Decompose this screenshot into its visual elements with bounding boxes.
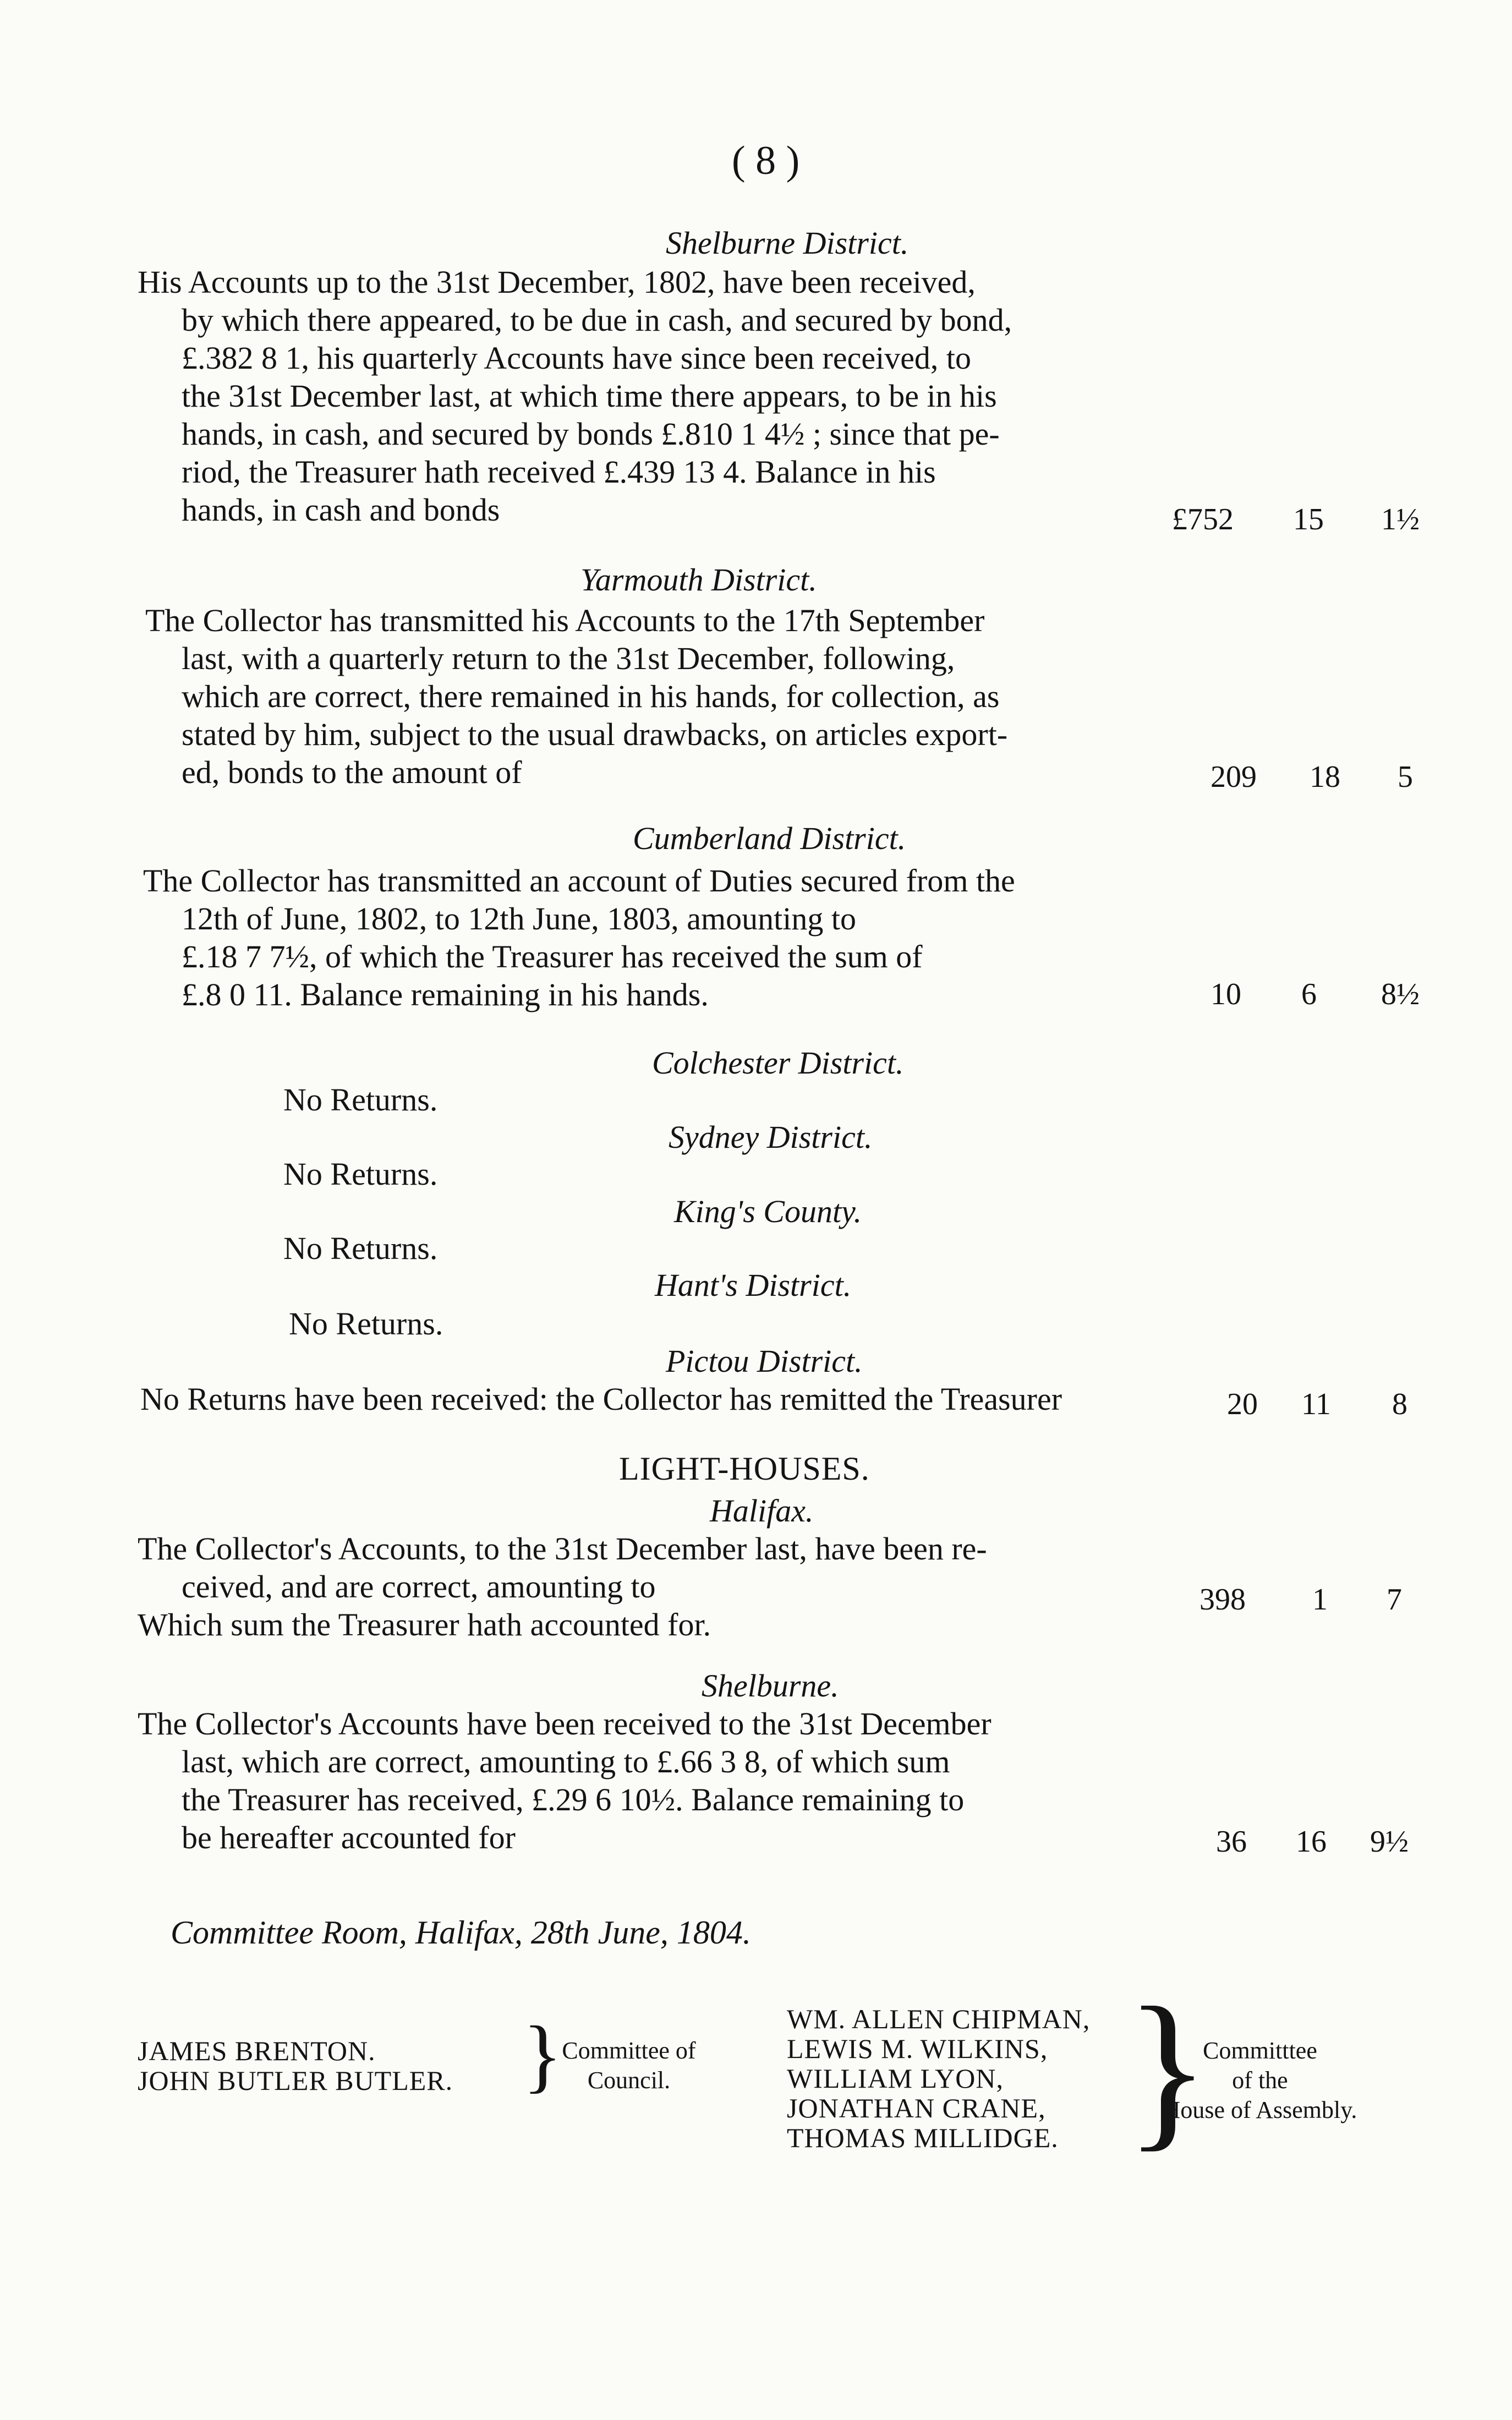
signatory-name: WILLIAM LYON, [787,2063,1004,2094]
shelburne-district-heading: Shelburne District. [666,225,909,261]
yarmouth-paragraph [138,601,1172,791]
hants-no-returns: No Returns. [289,1306,443,1342]
shelburne-lighthouse-heading: Shelburne. [702,1668,839,1704]
text-line: The Collector has transmitted an account of Duties secured from the [143,863,1015,899]
text-line: last, with a quarterly return to the 31st December, following, [182,640,955,676]
halifax-amount-shillings: 1 [1312,1583,1328,1617]
sydney-district-heading: Sydney District. [669,1119,873,1155]
label-line: Committee of [562,2037,696,2064]
signatory-name: LEWIS M. WILKINS, [787,2033,1048,2064]
text-line: ed, bonds to the amount of [182,754,522,790]
sydney-no-returns: No Returns. [283,1156,438,1192]
committee-dateline: Committee Room, Halifax, 28th June, 1804. [171,1914,751,1951]
text-line: The Collector's Accounts have been received to the 31st December [138,1706,991,1742]
pictou-district-heading: Pictou District. [666,1343,863,1379]
halifax-lighthouse-paragraph [138,1530,1172,1644]
text-line: £.382 8 1, his quarterly Accounts have since been received, to [182,340,972,376]
text-line: be hereafter accounted for [182,1820,516,1855]
text-line: riod, the Treasurer hath received £.439 13 4. Balance in his [182,454,936,490]
text-line: The Collector has transmitted his Accounts to the 17th September [145,603,985,638]
council-names [138,2036,453,2095]
label-line: House of Assembly. [1163,2096,1357,2123]
pictou-line: No Returns have been received: the Collector has remitted the Treasurer [140,1381,1062,1417]
label-line: Council. [587,2067,671,2094]
yarmouth-amount-shillings: 18 [1310,760,1340,794]
shelburne-amount-pounds: £752 [1172,502,1234,536]
shelburne-lighthouse-paragraph [138,1705,1172,1857]
kings-county-no-returns: No Returns. [283,1230,438,1266]
text-line: 12th of June, 1802, to 12th June, 1803, amounting to [182,901,856,937]
signatory-name: WM. ALLEN CHIPMAN, [787,2003,1091,2034]
shelburne-lighthouse-amount-pounds: 36 [1216,1825,1247,1859]
assembly-committee-label [1161,2036,1359,2125]
shelburne-amount-pence: 1½ [1381,502,1420,536]
signatory-name: THOMAS MILLIDGE. [787,2122,1059,2153]
assembly-names [787,2004,1090,2153]
shelburne-lighthouse-amount-shillings: 16 [1296,1825,1327,1859]
kings-county-heading: King's County. [674,1193,862,1229]
colchester-district-heading: Colchester District. [652,1045,904,1081]
yarmouth-amount-pence: 5 [1398,760,1413,794]
colchester-no-returns: No Returns. [283,1082,438,1118]
hants-district-heading: Hant's District. [655,1267,852,1303]
halifax-amount-pounds: 398 [1199,1583,1246,1617]
text-line: The Collector's Accounts, to the 31st December last, have been re- [138,1531,987,1567]
cumberland-amount-shillings: 6 [1301,977,1317,1011]
yarmouth-amount-pounds: 209 [1210,760,1257,794]
text-line: the Treasurer has received, £.29 6 10½. Balance remaining to [182,1782,965,1817]
assembly-brace: } [1125,1972,1210,2166]
text-line: last, which are correct, amounting to £.66 3 8, of which sum [182,1744,950,1780]
cumberland-amount-pence: 8½ [1381,977,1420,1011]
label-line: Committtee [1203,2037,1317,2064]
halifax-amount-pence: 7 [1387,1583,1402,1617]
text-line: the 31st December last, at which time there appears, to be in his [182,378,997,414]
pictou-amount-shillings: 11 [1301,1387,1331,1421]
text-line: £.8 0 11. Balance remaining in his hands. [182,977,709,1012]
text-line: His Accounts up to the 31st December, 1802, have been received, [138,264,976,300]
signatory-name: JONATHAN CRANE, [787,2093,1046,2123]
council-brace: } [523,2010,562,2101]
cumberland-district-heading: Cumberland District. [633,820,906,856]
text-line: £.18 7 7½, of which the Treasurer has received the sum of [182,939,923,974]
text-line: ceived, and are correct, amounting to [182,1569,656,1605]
halifax-heading: Halifax. [710,1493,814,1529]
shelburne-lighthouse-amount-pence: 9½ [1370,1825,1409,1859]
pictou-amount-pounds: 20 [1227,1387,1258,1421]
pictou-amount-pence: 8 [1392,1387,1407,1421]
text-line: hands, in cash and bonds [182,492,500,528]
cumberland-paragraph [138,862,1172,1014]
text-line: which are correct, there remained in his hands, for collection, as [182,678,1000,714]
council-committee-label [549,2036,709,2095]
text-line: hands, in cash, and secured by bonds £.810 1 4½ ; since that pe- [182,416,1000,452]
text-line: Which sum the Treasurer hath accounted for. [138,1607,711,1642]
text-line: by which there appeared, to be due in cash, and secured by bond, [182,302,1012,338]
lighthouses-heading: LIGHT-HOUSES. [619,1450,870,1487]
cumberland-amount-pounds: 10 [1210,977,1241,1011]
shelburne-amount-shillings: 15 [1293,502,1324,536]
signatory-name: JAMES BRENTON. [138,2035,376,2066]
label-line: of the [1232,2067,1288,2094]
yarmouth-district-heading: Yarmouth District. [580,562,817,598]
signatory-name: JOHN BUTLER BUTLER. [138,2065,453,2096]
text-line: stated by him, subject to the usual drawbacks, on articles export- [182,716,1008,752]
shelburne-paragraph [138,263,1172,529]
page-number: ( 8 ) [732,138,800,183]
